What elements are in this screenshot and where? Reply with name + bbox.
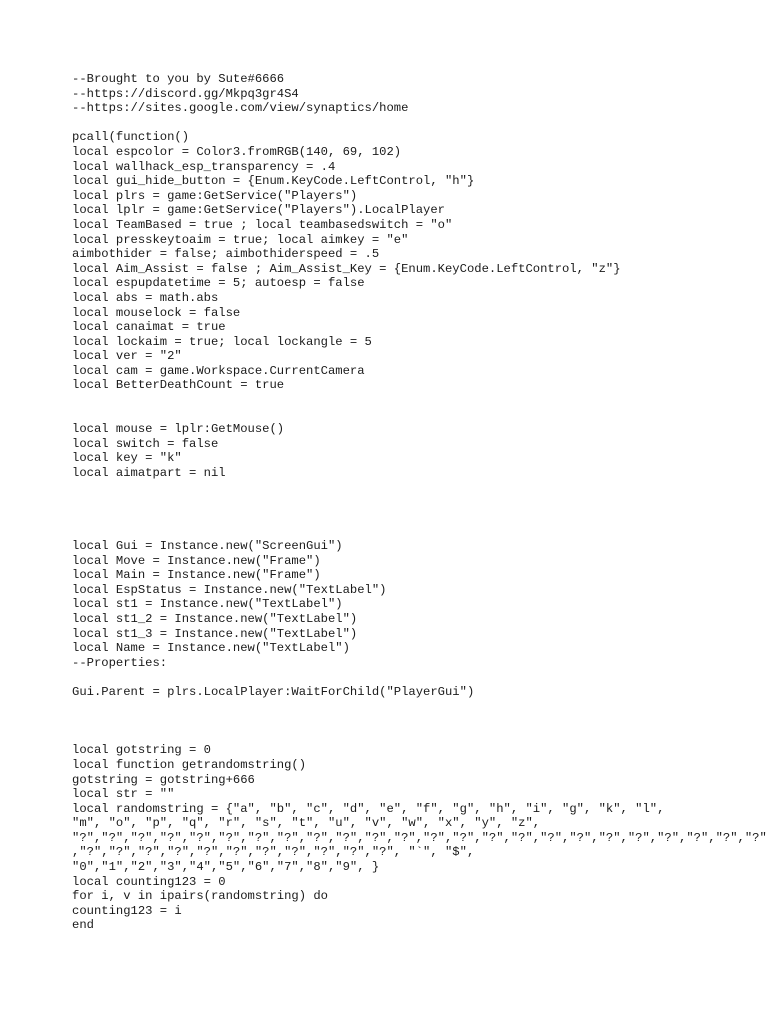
code-line: local EspStatus = Instance.new("TextLabel") — [72, 582, 387, 597]
code-line: local TeamBased = true ; local teambasedswitch = "o" — [72, 217, 453, 232]
code-line: local switch = false — [72, 436, 219, 451]
code-line: --https://discord.gg/Mkpq3gr4S4 — [72, 86, 299, 101]
code-line: local st1_2 = Instance.new("TextLabel") — [72, 611, 358, 626]
code-line: local gui_hide_button = {Enum.KeyCode.LeftControl, "h"} — [72, 174, 475, 189]
code-line: local lockaim = true; local lockangle = 5 — [72, 334, 372, 349]
code-line: --Brought to you by Sute#6666 — [72, 72, 285, 86]
code-line: "?","?","?","?","?","?","?","?","?","?","?","?","?","?","?","?","?","?","?","?","?","?","?","?" — [72, 830, 767, 845]
code-line: local Gui = Instance.new("ScreenGui") — [72, 539, 343, 553]
code-line: "m", "o", "p", "q", "r", "s", "t", "u", "v", "w", "x", "y", "z", — [72, 816, 541, 831]
code-line: "0","1","2","3","4","5","6","7","8","9", } — [72, 860, 380, 875]
code-line: local str = "" — [72, 787, 175, 802]
code-line: pcall(function() — [72, 130, 190, 145]
code-line: local presskeytoaim = true; local aimkey = "e" — [72, 232, 409, 247]
code-line: gotstring = gotstring+666 — [72, 772, 255, 787]
code-line — [72, 393, 732, 408]
code-line: local randomstring = {"a", "b", "c", "d", "e", "f", "g", "h", "i", "g", "k", "l", — [72, 801, 665, 816]
code-line: local espcolor = Color3.fromRGB(140, 69, 102) — [72, 144, 402, 159]
code-line: local lplr = game:GetService("Players").LocalPlayer — [72, 203, 445, 218]
code-line — [72, 729, 732, 744]
code-line: --https://sites.google.com/view/synaptics/home — [72, 101, 409, 116]
code-line: local espupdatetime = 5; autoesp = false — [72, 276, 365, 291]
code-line — [72, 714, 732, 729]
code-line: local abs = math.abs — [72, 290, 219, 305]
document-page — [72, 72, 767, 933]
code-line: local st1 = Instance.new("TextLabel") — [72, 597, 343, 612]
code-line: local Move = Instance.new("Frame") — [72, 553, 321, 568]
code-line: local cam = game.Workspace.CurrentCamera — [72, 363, 365, 378]
code-line: local Main = Instance.new("Frame") — [72, 568, 321, 583]
code-line: local key = "k" — [72, 451, 182, 466]
code-line: local mouselock = false — [72, 305, 241, 320]
code-line: for i, v in ipairs(randomstring) do — [72, 889, 328, 904]
code-line — [72, 481, 732, 496]
code-line: local plrs = game:GetService("Players") — [72, 188, 358, 203]
code-line — [72, 408, 732, 423]
code-line: ,"?","?","?","?","?","?","?","?","?","?","?", "`", "$", — [72, 845, 475, 860]
code-line — [72, 670, 732, 685]
code-line: local st1_3 = Instance.new("TextLabel") — [72, 626, 358, 641]
code-line: --Properties: — [72, 655, 168, 670]
code-line: local Aim_Assist = false ; Aim_Assist_Key = {Enum.KeyCode.LeftControl, "z"} — [72, 261, 621, 276]
code-line: local ver = "2" — [72, 349, 182, 364]
code-line: local aimatpart = nil — [72, 466, 226, 481]
code-line: local canaimat = true — [72, 320, 226, 335]
code-line — [72, 700, 732, 715]
code-line — [72, 524, 732, 539]
code-line: aimbothider = false; aimbothiderspeed = .5 — [72, 247, 380, 262]
code-line — [72, 116, 732, 131]
code-line: local function getrandomstring() — [72, 757, 307, 772]
code-line: local Name = Instance.new("TextLabel") — [72, 641, 350, 656]
code-line: local gotstring = 0 — [72, 743, 211, 758]
code-line: counting123 = i — [72, 903, 182, 918]
code-line: local BetterDeathCount = true — [72, 378, 285, 393]
code-line — [72, 495, 732, 510]
code-line: Gui.Parent = plrs.LocalPlayer:WaitForChild("PlayerGui") — [72, 684, 475, 699]
code-line: local wallhack_esp_transparency = .4 — [72, 159, 336, 174]
code-line: local mouse = lplr:GetMouse() — [72, 422, 285, 437]
code-line — [72, 510, 732, 525]
code-line: local counting123 = 0 — [72, 874, 226, 889]
code-line: end — [72, 918, 94, 933]
